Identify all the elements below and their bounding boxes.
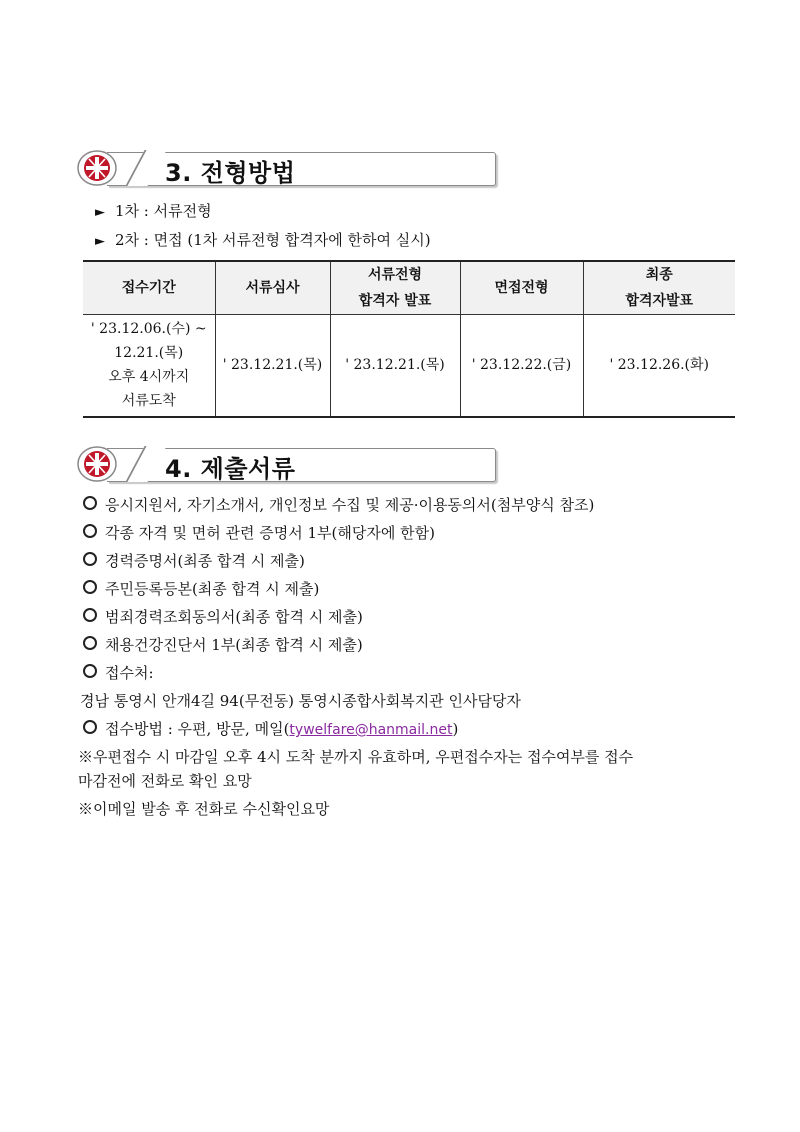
- caritas-logo-icon: [77, 149, 117, 187]
- email-link[interactable]: tywelfare@hanmail.net: [289, 722, 453, 738]
- schedule-table: [83, 260, 735, 418]
- circle-bullet-icon: [83, 608, 97, 622]
- circle-bullet-icon: [83, 720, 97, 734]
- table-cell: ' 23.12.21.(목): [330, 315, 460, 417]
- list-item: 각종 자격 및 면허 관련 증명서 1부(해당자에 한함): [83, 522, 435, 543]
- circle-bullet-icon: [83, 496, 97, 510]
- note-text: 마감전에 전화로 확인 요망: [78, 772, 252, 790]
- column-header: 면접전형: [460, 261, 583, 315]
- table-header-row: [83, 261, 735, 315]
- section-title: 3. 전형방법: [165, 159, 296, 187]
- list-item: 응시지원서, 자기소개서, 개인정보 수집 및 제공·이용동의서(첨부양식 참조): [83, 494, 594, 515]
- list-item: 범죄경력조회동의서(최종 합격 시 제출): [83, 606, 363, 627]
- circle-bullet-icon: [83, 524, 97, 538]
- circle-bullet-icon: [83, 552, 97, 566]
- section-4-header: [77, 446, 497, 484]
- address-text: 경남 통영시 안개4길 94(무전동) 통영시종합사회복지관 인사담당자: [80, 692, 521, 710]
- caritas-logo-icon: [77, 445, 117, 483]
- list-item: 주민등록등본(최종 합격 시 제출): [83, 578, 319, 599]
- column-header: 서류전형 합격자 발표: [330, 261, 460, 315]
- section-3-header: [77, 150, 497, 188]
- list-item: ► 1차 : 서류전형: [95, 202, 212, 220]
- column-header: 서류심사: [215, 261, 330, 315]
- table-cell: ' 23.12.26.(화): [583, 315, 735, 417]
- list-item: ► 2차 : 면접 (1차 서류전형 합격자에 한하여 실시): [95, 231, 431, 249]
- note-text: ※이메일 발송 후 전화로 수신확인요망: [78, 800, 330, 818]
- circle-bullet-icon: [83, 636, 97, 650]
- list-item: 경력증명서(최종 합격 시 제출): [83, 550, 305, 571]
- column-header: 최종 합격자발표: [583, 261, 735, 315]
- circle-bullet-icon: [83, 664, 97, 678]
- table-cell: ' 23.12.06.(수) ~ 12.21.(목) 오후 4시까지 서류도착: [83, 315, 215, 417]
- table-row: [83, 315, 735, 417]
- arrow-bullet-icon: ►: [95, 234, 105, 249]
- circle-bullet-icon: [83, 580, 97, 594]
- arrow-bullet-icon: ►: [95, 205, 105, 220]
- list-item: 채용건강진단서 1부(최종 합격 시 제출): [83, 634, 363, 655]
- note-text: ※우편접수 시 마감일 오후 4시 도착 분까지 유효하며, 우편접수자는 접수여부를 접수: [78, 748, 634, 766]
- section-title: 4. 제출서류: [165, 455, 296, 483]
- column-header: 접수기간: [83, 261, 215, 315]
- table-cell: ' 23.12.21.(목): [215, 315, 330, 417]
- table-cell: ' 23.12.22.(금): [460, 315, 583, 417]
- list-item: 접수처:: [83, 662, 154, 683]
- submission-method: 접수방법 : 우편, 방문, 메일(tywelfare@hanmail.net): [83, 718, 458, 739]
